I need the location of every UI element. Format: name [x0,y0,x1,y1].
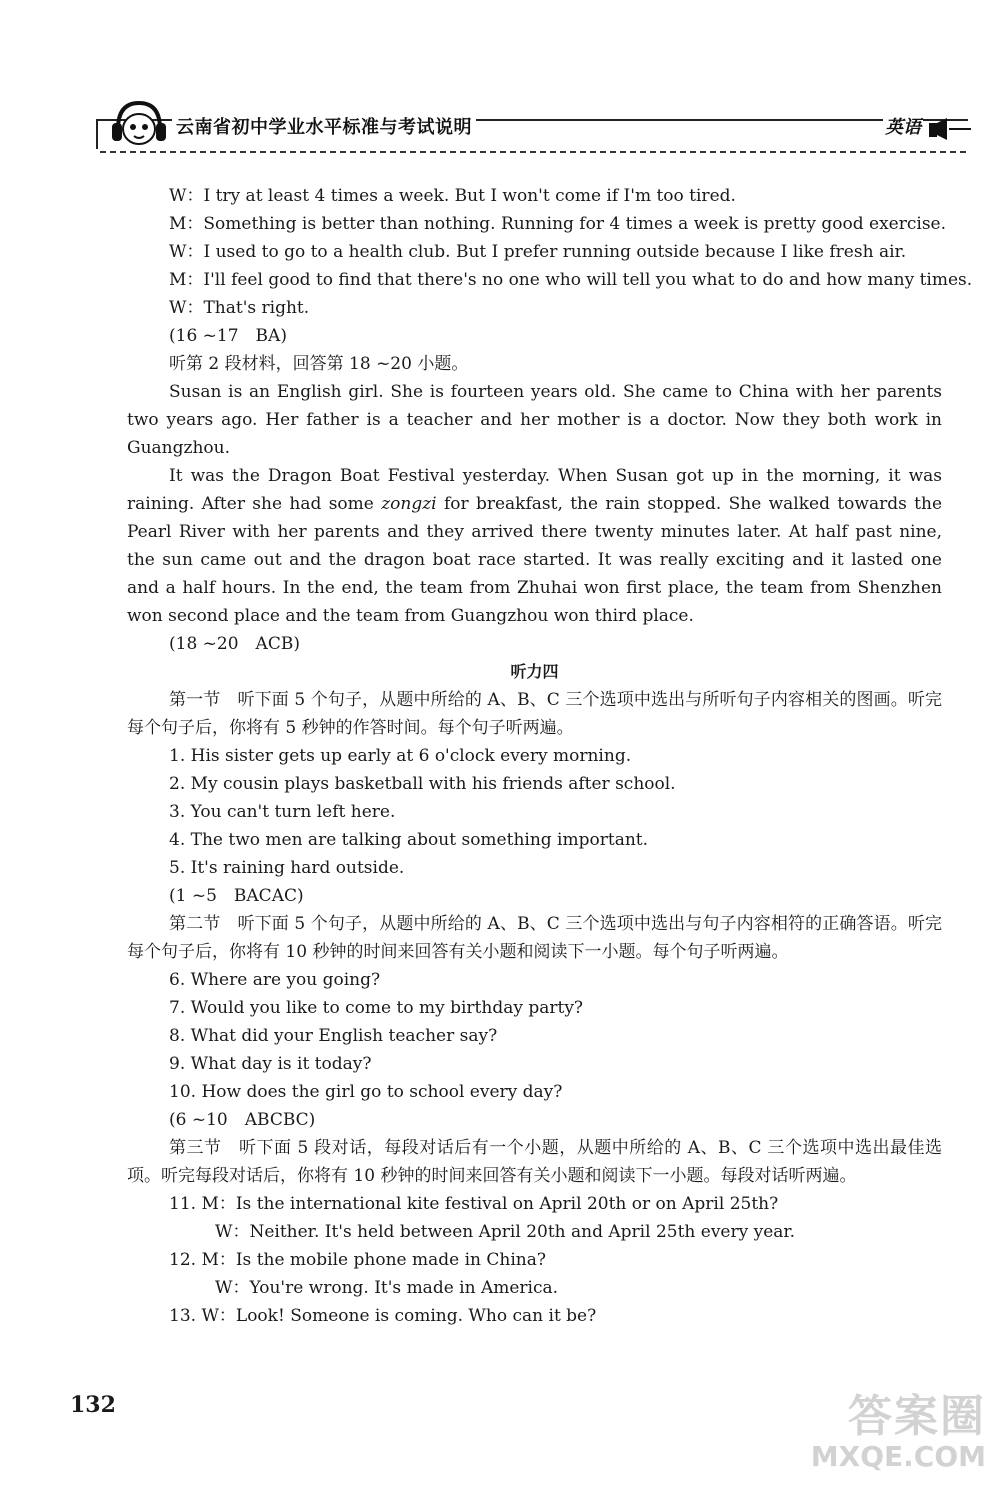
section-instruction: 第一节 听下面 5 个句子，从题中所给的 A、B、C 三个选项中选出与所听句子内容相关的图画。听完每个句子后，你将有 5 秒钟的作答时间。每个句子听两遍。 [127,690,942,738]
question-line: 6. Where are you going? [169,970,381,990]
question-line: W：You're wrong. It's made in America. [215,1278,559,1298]
question-line: 4. The two men are talking about something important. [169,830,649,850]
question-line: 3. You can't turn left here. [169,802,396,822]
page-content [127,182,973,1330]
section-heading: 听力四 [510,662,559,681]
answer-key: (1 ~5 BACAC) [169,886,304,906]
book-title: 云南省初中学业水平标准与考试说明 [172,113,476,139]
speaker-icon [927,117,971,141]
section-instruction: 第二节 听下面 5 个句子，从题中所给的 A、B、C 三个选项中选出与句子内容相符的正确答语。听完每个句子后，你将有 10 秒钟的时间来回答有关小题和阅读下一小题。每个句子听两遍。 [127,914,942,962]
question-line: 11. M：Is the international kite festival on April 20th or on April 25th? [169,1194,779,1214]
watermark-cn: 答案圈 [848,1391,986,1442]
answer-key: (18 ~20 ACB) [169,634,300,654]
page-header [88,95,973,155]
passage-text: for breakfast, the rain stopped. She walked towards the Pearl River with her parents and they arrived there twenty minutes later. At half past nine, the sun came out and the dragon boat race started. It was really exciting and it lasted one and a half hours. In the end, the team from Zhuhai won first place, the team from Shenzhen won second place and the team from Guangzhou won third place. [127,494,943,626]
question-line: 10. How does the girl go to school every day? [169,1082,563,1102]
passage-text: It was the Dragon Boat Festival yesterday. When Susan got up in the morning, it was raining. After she had some [127,466,942,514]
question-line: W：Neither. It's held between April 20th and April 25th every year. [215,1222,796,1242]
subject-label: 英语 [883,113,923,139]
dialogue-line: W：That's right. [169,298,310,318]
dialogue-line: M：Something is better than nothing. Running for 4 times a week is pretty good exercise. [169,214,947,234]
question-line: 8. What did your English teacher say? [169,1026,498,1046]
dialogue-line: W：I used to go to a health club. But I prefer running outside because I like fresh air. [169,242,907,262]
watermark-en: MXQE.COM [810,1440,986,1473]
question-line: 7. Would you like to come to my birthday party? [169,998,584,1018]
section-instruction: 第三节 听下面 5 段对话，每段对话后有一个小题，从题中所给的 A、B、C 三个选项中选出最佳选项。听完每段对话后，你将有 10 秒钟的时间来回答有关小题和阅读下一小题。每段对话听两遍。 [127,1138,942,1186]
header-dashed-rule [100,151,966,153]
question-line: 13. W：Look! Someone is coming. Who can it be? [169,1306,597,1326]
site-watermark [786,1392,986,1477]
question-line: 12. M：Is the mobile phone made in China? [169,1250,546,1270]
dialogue-line: W：I try at least 4 times a week. But I won't come if I'm too tired. [169,186,736,206]
question-line: 5. It's raining hard outside. [169,858,405,878]
passage-italic-word: zongzi [381,494,437,514]
dialogue-line: M：I'll feel good to find that there's no one who will tell you what to do and how many times. [169,270,973,290]
page-number: 132 [70,1392,116,1418]
instruction-line: 听第 2 段材料，回答第 18 ~20 小题。 [169,354,469,374]
question-line: 2. My cousin plays basketball with his friends after school. [169,774,676,794]
question-line: 9. What day is it today? [169,1054,372,1074]
passage-paragraph: Susan is an English girl. She is fourteen years old. She came to China with her parents two years ago. Her father is a teacher and her mother is a doctor. Now they both work in Guangzhou. [127,382,942,458]
mascot-headphones-icon [110,99,168,149]
answer-key: (16 ~17 BA) [169,326,287,346]
passage-paragraph [127,462,942,630]
question-line: 1. His sister gets up early at 6 o'clock every morning. [169,746,632,766]
answer-key: (6 ~10 ABCBC) [169,1110,316,1130]
